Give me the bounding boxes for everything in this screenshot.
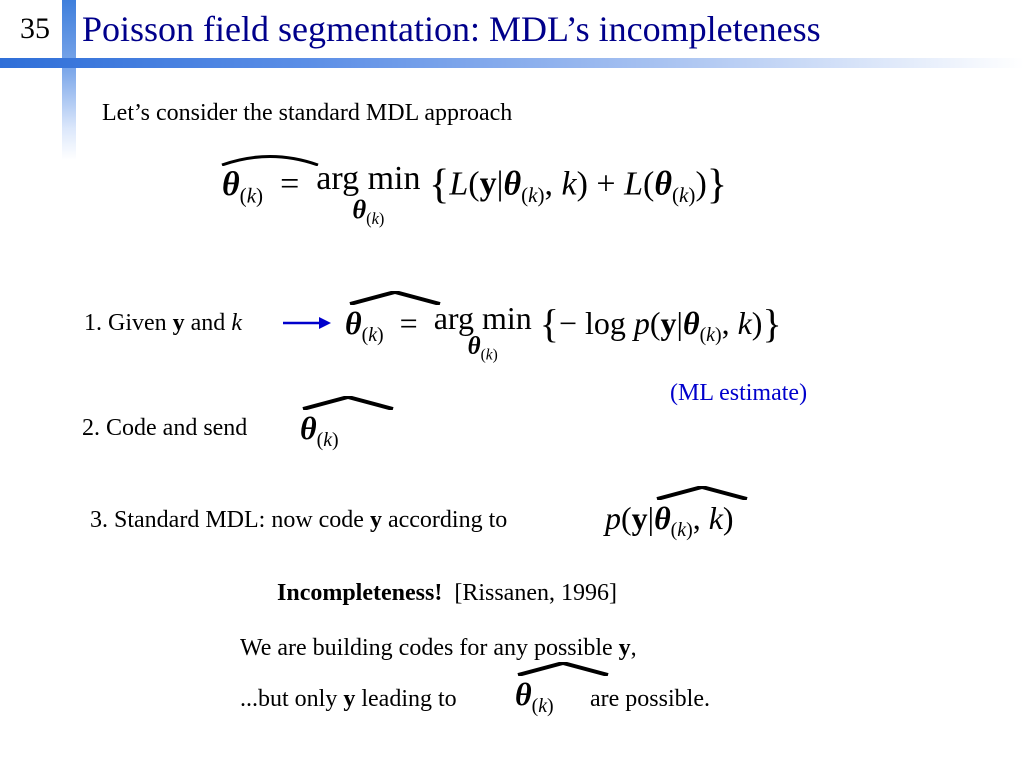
step1-and: and	[184, 310, 232, 336]
citation: [Rissanen, 1996]	[454, 580, 617, 606]
theta-hat-k: $\theta_{(k)}$	[222, 166, 263, 208]
step3-y: y	[369, 507, 382, 533]
step3-likelihood: p(y| $\theta_{(k)}$, k)	[605, 500, 734, 542]
line2-prefix: ...but only	[240, 686, 344, 712]
incompleteness-heading: Incompleteness!	[277, 580, 443, 606]
line1-suffix: ,	[630, 635, 637, 661]
theta-hat-k-2: $\theta_{(k)}$	[300, 410, 339, 452]
line2-theta	[515, 676, 554, 718]
step3-label	[90, 507, 507, 534]
conclusion-line1	[240, 635, 637, 662]
line2-y: y	[343, 686, 356, 712]
ml-equation: $\theta_{(k)}$ = arg min $\theta_{(k)}$ {− $\log p(y|\theta_{(k)}$, k)}	[345, 300, 782, 363]
intro-text: Let’s consider the standard MDL approach	[102, 100, 513, 126]
theta-hat-k-3: $\theta_{(k)}$	[654, 500, 693, 542]
title-accent-vertical-bar	[62, 0, 76, 160]
step2-label: 2. Code and send	[82, 415, 248, 441]
step3-suffix: according to	[381, 507, 508, 533]
step1-y: y	[172, 310, 185, 336]
step2-theta	[300, 410, 339, 452]
mdl-equation: $\theta_{(k)}$ = arg min $\theta_{(k)}$ {$L(y|\theta_{(k)}$, $k) + L(\theta_{(k)})$}	[222, 160, 727, 227]
step1-label	[84, 310, 242, 337]
step3-prefix: 3. Standard MDL: now code	[90, 507, 370, 533]
theta-hat-k-4: $\theta_{(k)}$	[515, 676, 554, 718]
ml-estimate-note: (ML estimate)	[670, 380, 808, 406]
line2-suffix: are possible.	[590, 686, 710, 712]
slide-title: Poisson field segmentation: MDL’s incompleteness	[82, 9, 821, 49]
right-arrow-icon	[283, 314, 331, 332]
theta-hat-k-ml: $\theta_{(k)}$	[345, 305, 384, 347]
slide-number: 35	[20, 12, 50, 45]
line2-mid: leading to	[355, 686, 457, 712]
step1-k: k	[231, 310, 242, 336]
title-underline-bar	[0, 58, 1024, 68]
step1-prefix: 1. Given	[84, 310, 173, 336]
line1-y: y	[618, 635, 631, 661]
incompleteness-line	[277, 580, 617, 607]
conclusion-line2	[240, 686, 457, 713]
line1-prefix: We are building codes for any possible	[240, 635, 619, 661]
